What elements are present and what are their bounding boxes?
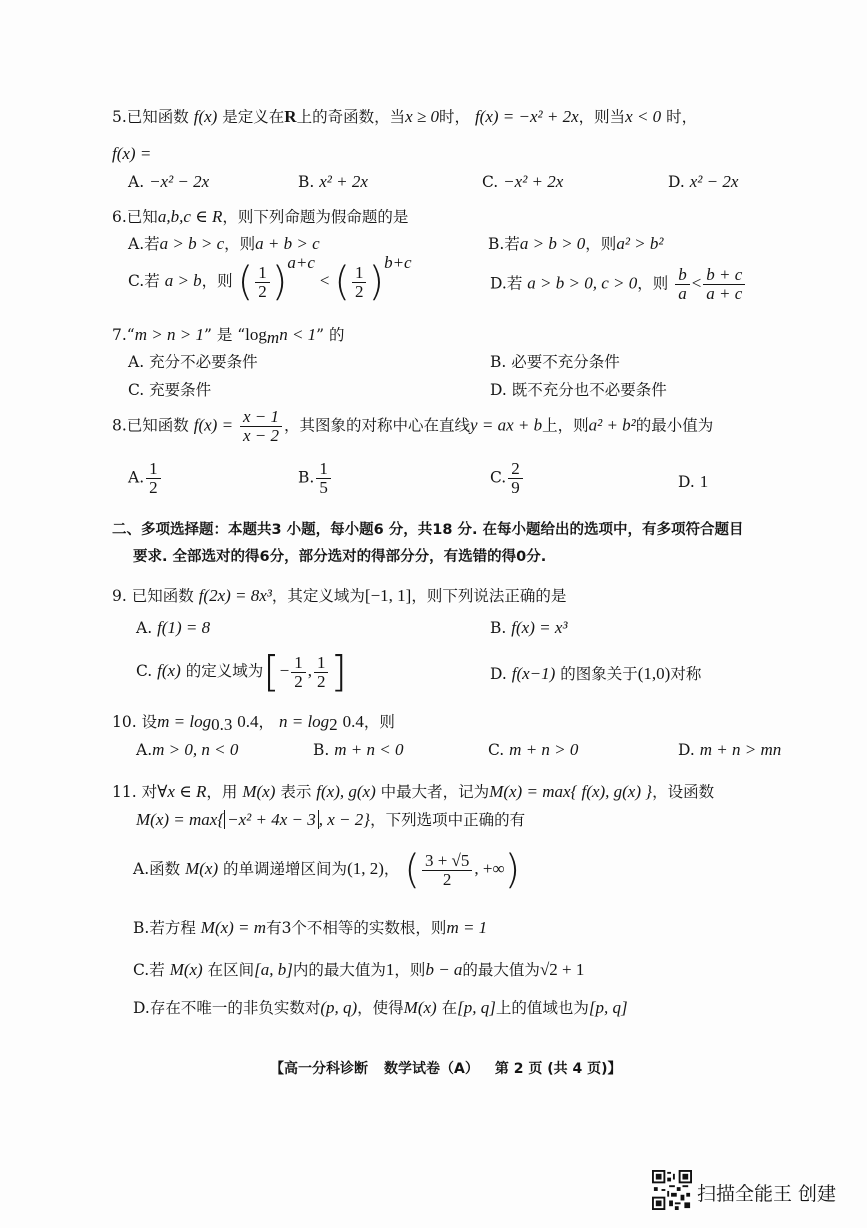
qr-code-icon <box>652 1170 692 1210</box>
q10-option-d: D. m + n > mn <box>678 740 782 759</box>
q5-option-a: A. −x² − 2x <box>128 172 210 191</box>
q6-option-a: A.若a > b > c，则a + b > c <box>128 234 320 253</box>
q11-option-a: A.函数 M(x) 的单调递增区间为(1, 2)， ( $\frac{3 + √5}{2}$ , +∞) <box>133 847 521 893</box>
q8-option-a: A. $\frac{1}{2}$ <box>128 460 163 497</box>
q8-option-c: C. $\frac{2}{9}$ <box>490 460 525 497</box>
q6-stem: 6.已知a,b,c ∈ R，则下列命题为假命题的是 <box>112 207 409 226</box>
q10-option-c: C. m + n > 0 <box>488 740 579 759</box>
q6-option-c: C.若 a > b，则 ( $\frac{1}{2}$ )$^{a+c}$ < ( $\frac{1}{2}$ )$^{b+c}$ <box>128 253 412 305</box>
q7-option-b: B. 必要不充分条件 <box>490 353 620 371</box>
q7-option-a: A. 充分不必要条件 <box>128 353 258 371</box>
q6-option-d: D.若 a > b > 0, c > 0，则 $\frac{b}{a}$ < $\frac{b + c}{a + c}$ <box>490 266 747 303</box>
q11-option-b: B.若方程 M(x) = m有3个不相等的实数根，则m = 1 <box>133 918 488 937</box>
q11-option-c: C.若 M(x) 在区间[a, b]内的最大值为1，则b − a的最大值为√2 + 1 <box>133 960 585 979</box>
section2-heading-line2: 要求. 全部选对的得6分，部分选对的得部分分，有选错的得0分. <box>133 549 547 565</box>
q5-stem: 5.已知函数 f(x) 是定义在R上的奇函数，当x ≥ 0时， f(x) = −x² + 2x，则当x < 0 时， <box>112 107 698 126</box>
q8-option-d: D. 1 <box>678 472 709 491</box>
q6-option-b: B.若a > b > 0，则a² > b² <box>488 234 664 253</box>
q5-option-d: D. x² − 2x <box>668 172 739 191</box>
q10-option-a: A.m > 0, n < 0 <box>136 740 239 759</box>
page-footer: 【高一分科诊断 数学试卷（A） 第 2 页 (共 4 页)】 <box>270 1061 622 1077</box>
q7-stem: 7.“m > n > 1” 是 “$\log_mn < 1$” 的 <box>112 325 345 347</box>
q9-option-b: B. f(x) = x³ <box>490 618 568 637</box>
section2-heading: 二、多项选择题：本题共3 小题，每小题6 分，共18 分. 在每小题给出的选项中，有多项符合题目 <box>112 522 744 538</box>
q9-stem: 9. 已知函数 f(2x) = 8x³，其定义域为[−1, 1]，则下列说法正确的是 <box>112 586 567 605</box>
q11-stem: 11. 对∀x ∈ R，用 M(x) 表示 f(x), g(x) 中最大者，记为M(x) = max{ f(x), g(x) }，设函数 <box>112 782 715 801</box>
q5-option-b: B. x² + 2x <box>298 172 368 191</box>
q7-option-c: C. 充要条件 <box>128 381 212 399</box>
q11-option-d: D.存在不唯一的非负实数对(p, q)，使得M(x) 在[p, q]上的值域也为[p, q] <box>133 998 628 1017</box>
q7-option-d: D. 既不充分也不必要条件 <box>490 381 667 399</box>
q10-option-b: B. m + n < 0 <box>313 740 404 759</box>
q5-option-c: C. −x² + 2x <box>482 172 564 191</box>
q8-stem: 8.已知函数 f(x) = $\frac{x - 1}{x - 2}$ ，其图象的对称中心在直线y = ax + b上，则a² + b²的最小值为 <box>112 407 714 445</box>
q10-stem: 10. 设$m = \log_{0.3} 0.4$， $n = \log_2 0.4$，则 <box>112 712 395 734</box>
q9-option-d: D. f(x−1) 的图象关于(1,0)对称 <box>490 664 702 683</box>
q5-stem-line2: f(x) = <box>112 144 152 163</box>
watermark-brand: 扫描全能王 创建 <box>697 1183 837 1205</box>
q9-option-c: C. f(x) 的定义域为[− $\frac{1}{2}$ , $\frac{1}{2}$ ] <box>136 647 347 696</box>
q8-option-b: B. $\frac{1}{5}$ <box>298 460 333 497</box>
q9-option-a: A. f(1) = 8 <box>136 618 211 637</box>
q11-stem-line2: M(x) = max{ −x² + 4x − 3 , x − 2}，下列选项中正确的有 <box>136 810 526 829</box>
